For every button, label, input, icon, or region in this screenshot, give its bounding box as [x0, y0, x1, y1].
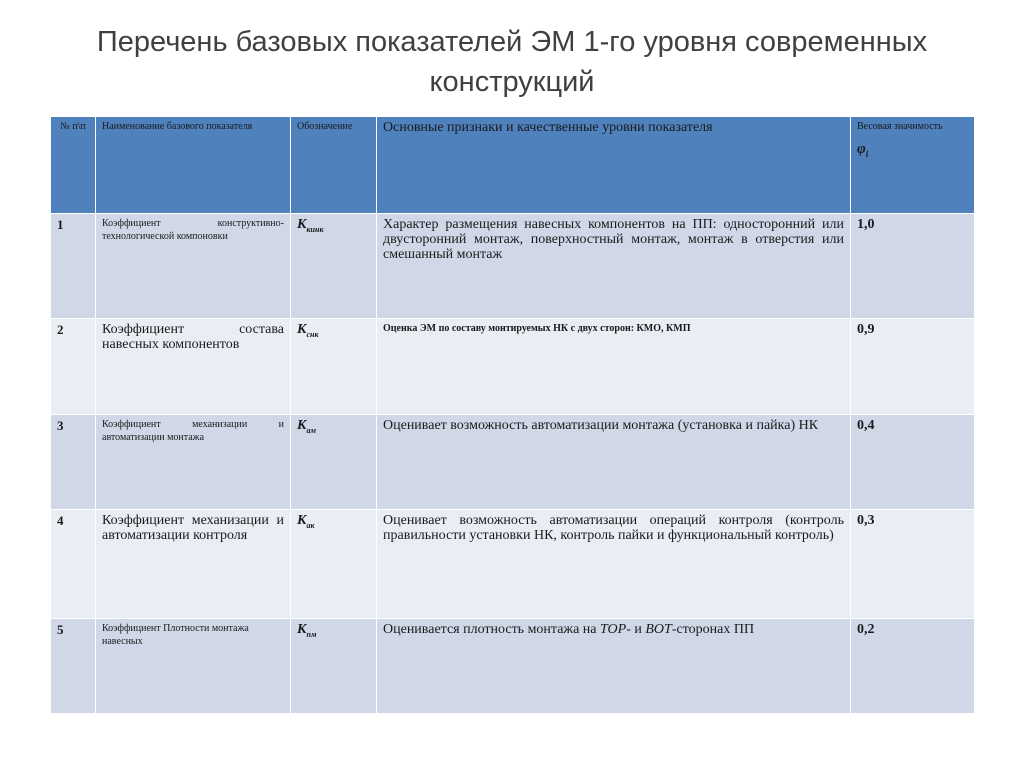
row-symbol: $К_{ам}$: [291, 415, 377, 510]
header-name: Наименование базового показателя: [96, 117, 291, 214]
row-weight: 1,0: [851, 214, 975, 319]
table-row: [51, 214, 975, 319]
row-description: Оценка ЭМ по составу монтируемых НК с двух сторон: КМО, КМП: [377, 319, 851, 415]
row-description: Оценивается плотность монтажа на TOP- и BOT-сторонах ПП: [377, 619, 851, 714]
row-num: 1: [51, 214, 96, 319]
row-name: Коэффициент механизации и автоматизации монтажа: [96, 415, 291, 510]
table-row: [51, 619, 975, 714]
row-symbol: $К_{пм}$: [291, 619, 377, 714]
row-weight: 0,9: [851, 319, 975, 415]
row-symbol: $К_{снк}$: [291, 319, 377, 415]
row-description: Оценивает возможность автоматизации монтажа (установка и пайка) НК: [377, 415, 851, 510]
table-row: [51, 415, 975, 510]
header-weight-symbol: $\varphi_i$: [857, 141, 869, 159]
row-weight: 0,4: [851, 415, 975, 510]
header-weight-label: Весовая значимость: [857, 121, 943, 132]
row-symbol: $К_{кинк}$: [291, 214, 377, 319]
header-features: Основные признаки и качественные уровни показателя: [377, 117, 851, 214]
page-title: Перечень базовых показателей ЭМ 1-го уровня современных конструкций: [96, 26, 928, 98]
row-num: 3: [51, 415, 96, 510]
header-num: № п\п: [51, 117, 96, 214]
row-num: 4: [51, 510, 96, 619]
row-description: Оценивает возможность автоматизации операций контроля (контроль правильности установки НК, контроль пайки и функциональный контроль): [377, 510, 851, 619]
row-name: Коэффициент механизации и автоматизации контроля: [96, 510, 291, 619]
header-weight: [851, 117, 975, 214]
row-description: Характер размещения навесных компонентов на ПП: односторонний или двусторонний монтаж, поверхностный монтаж, монтаж в отверстия или смешанный монтаж: [377, 214, 851, 319]
table-header-row: [51, 117, 975, 214]
row-name: Коэффициент конструктивно-технологической компоновки: [96, 214, 291, 319]
row-name: Коэффициент состава навесных компонентов: [96, 319, 291, 415]
row-num: 5: [51, 619, 96, 714]
row-symbol: $К_{ак}$: [291, 510, 377, 619]
row-name: Коэффициент Плотности монтажа навесных: [96, 619, 291, 714]
table-row: [51, 510, 975, 619]
row-num: 2: [51, 319, 96, 415]
row-weight: 0,2: [851, 619, 975, 714]
header-symbol: Обозначение: [291, 117, 377, 214]
row-weight: 0,3: [851, 510, 975, 619]
table-row: [51, 319, 975, 415]
indicators-table: [50, 116, 975, 714]
